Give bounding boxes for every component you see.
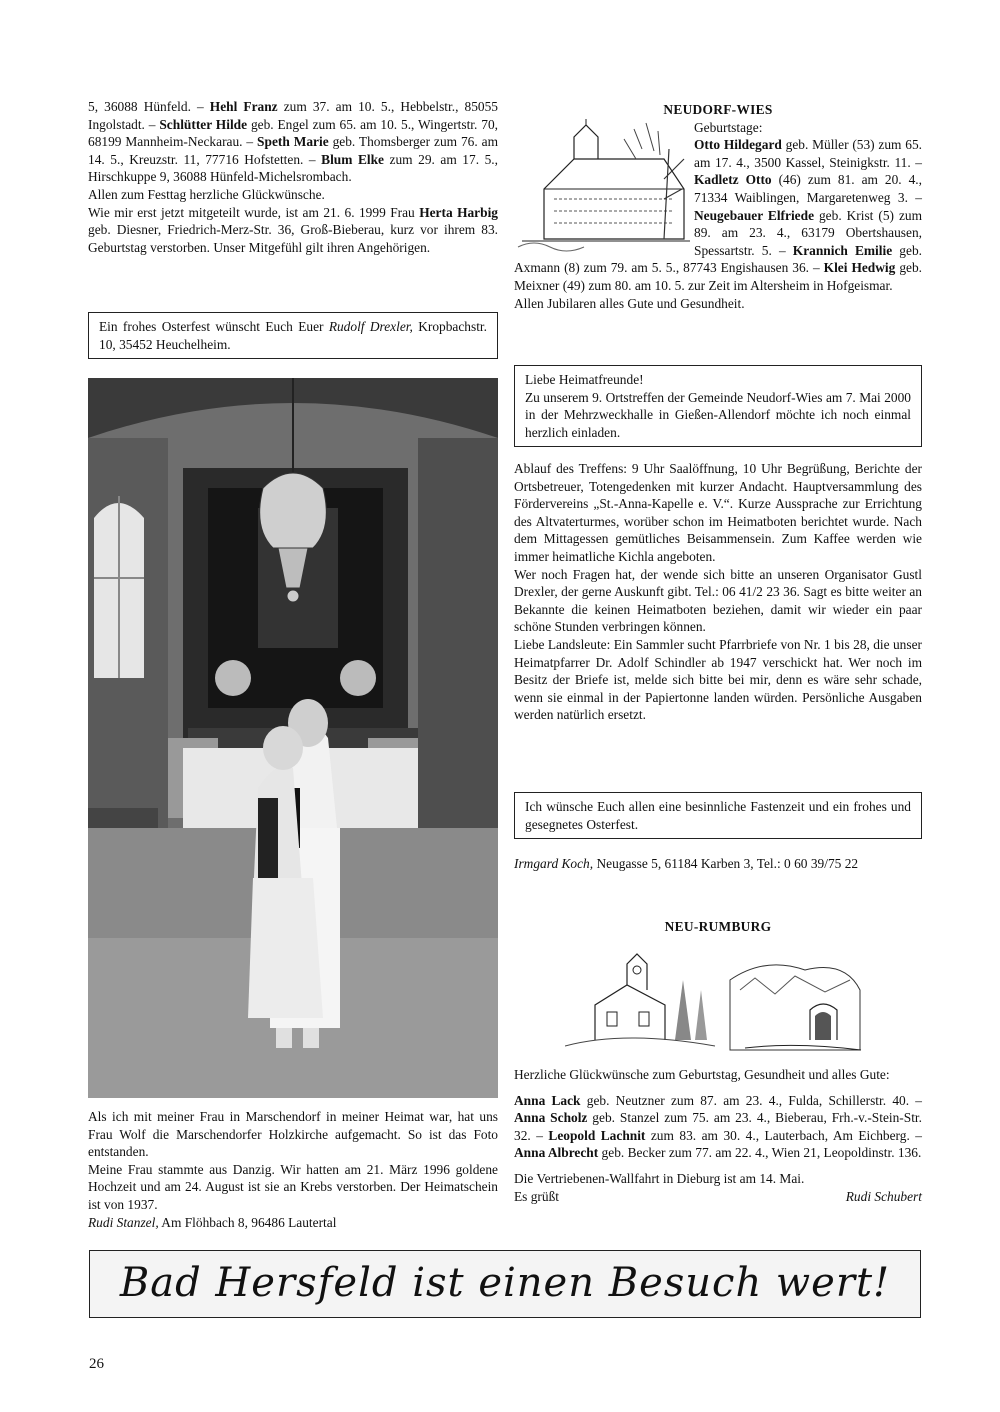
bold-name: Leopold Lachnit [548, 1127, 646, 1143]
bold-name: Klei Hedwig [823, 260, 896, 276]
wooden-church-illustration [514, 119, 690, 255]
program-paragraph-2: Wer noch Fragen hat, der wende sich bitte an unseren Organisator Gustl Drexler, der gerne Auskunft gibt. Tel.: 06 41/2 23 36. Sagt es bitte weiter an Bekannte die keinen Heimatboten beziehen, damit wir wieder ein paar schöne Stunden verbringen können. [514, 566, 922, 635]
neudorf-church-sketch [514, 119, 690, 255]
text-run: zum 83. am 30. 4., Lauterbach, Am Eichberg. – [645, 1127, 922, 1143]
text-run: 5, 36088 Hünfeld. – [88, 99, 210, 114]
text-run: zum 29. am 17. 5., Hirschkuppe 9, 36088 Hünfeld-Michelsrombach. [88, 151, 498, 185]
text-run: Ein frohes Osterfest wünscht Euch Euer [99, 319, 329, 334]
text-run: zum 37. am 10. 5., Hebbelstr., 85055 Ingolstadt. – [88, 99, 498, 132]
invitation-text: Zu unserem 9. Ortstreffen der Gemeinde Neudorf-Wies am 7. Mai 2000 in der Mehrzweckhalle in Gießen-Allendorf möchte ich noch einmal herzlich einladen. [525, 389, 911, 440]
invitation-box [514, 365, 922, 447]
neu-rumburg-section [514, 1066, 922, 1205]
bold-name: Kadletz Otto [694, 172, 772, 188]
bold-name: Anna Lack [514, 1092, 581, 1108]
caption-paragraph-2: Meine Frau stammte aus Danzig. Wir hatten am 21. März 1996 goldene Hochzeit und am 24. August ist sie an Krebs verstorben. Der Heimatschein ist von 1937. [88, 1161, 498, 1212]
caption-signature [88, 1214, 498, 1232]
bold-name: Otto Hildegard [694, 137, 782, 153]
meeting-program [514, 460, 922, 724]
obituary-notice [88, 204, 498, 257]
bold-name: Neugebauer Elfriede [694, 207, 815, 223]
bold-name: Blum Elke [321, 151, 384, 167]
italic-text: Rudolf Drexler, [328, 319, 413, 334]
text-run: Neugasse 5, 61184 Karben 3, Tel.: 0 60 39/75 22 [593, 856, 859, 871]
bold-name: Anna Albrecht [514, 1145, 599, 1161]
invitation-salutation: Liebe Heimatfreunde! [525, 372, 644, 387]
left-column-top [88, 98, 498, 256]
neu-rumburg-sketch [565, 950, 867, 1058]
neudorf-closing: Allen Jubilaren alles Gute und Gesundheit. [514, 295, 745, 311]
koch-signature-line [514, 855, 922, 873]
text-run: Kropbachstr. 10, 35452 Heuchelheim. [99, 319, 487, 352]
text-run: geb. Axmann (8) zum 79. am 5. 5., 87743 Engishausen 36. – [514, 242, 922, 276]
bold-name: Anna Scholz [514, 1110, 588, 1126]
caption-paragraph-1: Als ich mit meiner Frau in Marschendorf in meiner Heimat war, hat uns Frau Wolf die Marschendorfer Holzkirche aufgemacht. So ist das Foto entstanden. [88, 1109, 498, 1160]
rumburg-birthday-list [514, 1092, 922, 1162]
italic-text: Rudi Stanzel, [88, 1214, 159, 1230]
text-run: geb. Neutzner zum 87. am 23. 4., Fulda, Schillerstr. 40. – [580, 1092, 922, 1108]
neudorf-birthday-label: Geburtstage: [694, 119, 763, 135]
rumburg-greeting: Herzliche Glückwünsche zum Geburtstag, Gesundheit und alles Gute: [514, 1067, 890, 1082]
text-run: geb. Engel zum 65. am 10. 5., Wingertstr. 70, 68199 Mannheim-Neckarau. – [88, 116, 498, 150]
neu-rumburg-heading-wrap [514, 918, 922, 936]
bold-name: Hehl Franz [209, 99, 278, 114]
easter-greeting-box [88, 312, 498, 359]
text-run: geb. Krist (5) zum 89. am 23. 4., 63179 Obertshausen, Spessartstr. 5. – [694, 207, 922, 258]
easter-greeting-text [99, 318, 487, 353]
text-run: geb. Stanzel zum 75. am 23. 4., Bieberau, Frh.-v.-Stein-Str. 32. – [514, 1110, 922, 1143]
text-run: (46) zum 81. am 20. 4., 71334 Waiblingen, Margaretenweg 3. – [694, 172, 922, 205]
bold-name: Schlütter Hilde [159, 116, 248, 132]
text-run: geb. Becker zum 77. am 22. 4., Wien 21, Leopoldinstr. 136. [598, 1145, 922, 1161]
neudorf-wies-heading: NEUDORF-WIES [663, 102, 773, 117]
greet-word: Es grüßt [514, 1188, 560, 1204]
neudorf-wies-section [514, 101, 922, 312]
text-run: geb. Meixner (49) zum 80. am 10. 5. zur Zeit im Altersheim in Hofgeismar. [514, 260, 923, 293]
neu-rumburg-heading: NEU-RUMBURG [664, 919, 772, 934]
program-paragraph-3: Liebe Landsleute: Ein Sammler sucht Pfarrbriefe von Nr. 1 bis 28, die unser Heimatpfarrer Dr. Adolf Schindler ab 1947 verschickt hat. Wer noch im Besitz der Briefe ist, melde sich bitte bei mir, denn es wäre sehr schade, wenn sie einmal in der Papiertonne landen würden. Persönliche Ausgaben werden natürlich ersetzt. [514, 636, 922, 723]
bold-name: Herta Harbig [419, 204, 498, 220]
festive-greeting: Allen zum Festtag herzliche Glückwünsche. [88, 186, 325, 202]
lent-greeting-box [514, 792, 922, 839]
text-run: geb. Thomsberger zum 76. am 14. 5., Kreuzstr. 11, 77716 Hofstetten. – [88, 134, 498, 167]
page-number: 26 [89, 1356, 104, 1372]
church-altar-photo [88, 378, 498, 1098]
text-run: geb. Diesner, Friedrich-Merz-Str. 36, Groß-Bieberau, kurz vor ihrem 83. Geburtstag verstorben. Unser Mitgefühl gilt ihren Angehörigen. [88, 222, 498, 255]
koch-signature [514, 855, 922, 873]
rumburg-chapel-illustration [565, 950, 867, 1058]
wallfahrt-notice: Die Vertriebenen-Wallfahrt in Dieburg ist am 14. Mai. [514, 1170, 805, 1186]
bold-name: Speth Marie [257, 134, 329, 150]
text-run: Am Flöhbach 8, 96486 Lautertal [158, 1214, 337, 1230]
italic-text: Irmgard Koch, [514, 856, 594, 871]
church-altar-photo-image [88, 378, 498, 1098]
rumburg-signature-row [514, 1188, 922, 1206]
birthday-list-continued [88, 98, 498, 186]
greet-name: Rudi Schubert [845, 1188, 922, 1204]
lent-greeting-text: Ich wünsche Euch allen eine besinnliche Fastenzeit und ein frohes und gesegnetes Osterfest. [525, 799, 911, 832]
photo-caption [88, 1108, 498, 1231]
text-run: geb. Müller (53) zum 65. am 17. 4., 3500 Kassel, Steinigkstr. 11. – [694, 137, 922, 170]
bad-hersfeld-banner: Bad Hersfeld ist einen Besuch wert! [89, 1250, 921, 1318]
text-run: Wie mir erst jetzt mitgeteilt wurde, ist am 21. 6. 1999 Frau [88, 204, 420, 220]
program-paragraph-1: Ablauf des Treffens: 9 Uhr Saalöffnung, 10 Uhr Begrüßung, Berichte der Ortsbetreuer, Totengedenken mit kurzer Andacht. Hauptversammlung des Fördervereins „St.-Anna-Kapelle e. V.“. Kurze Aussprache zur Errichtung des Altvaterturmes, worüber schon im Heimatboten berichtet wurde. Nach dem Mittagessen gemütliches Beisammensein. Zum Kaffee werden wie immer heimatliche Kichla angeboten. [514, 461, 922, 564]
bold-name: Krannich Emilie [792, 242, 893, 258]
